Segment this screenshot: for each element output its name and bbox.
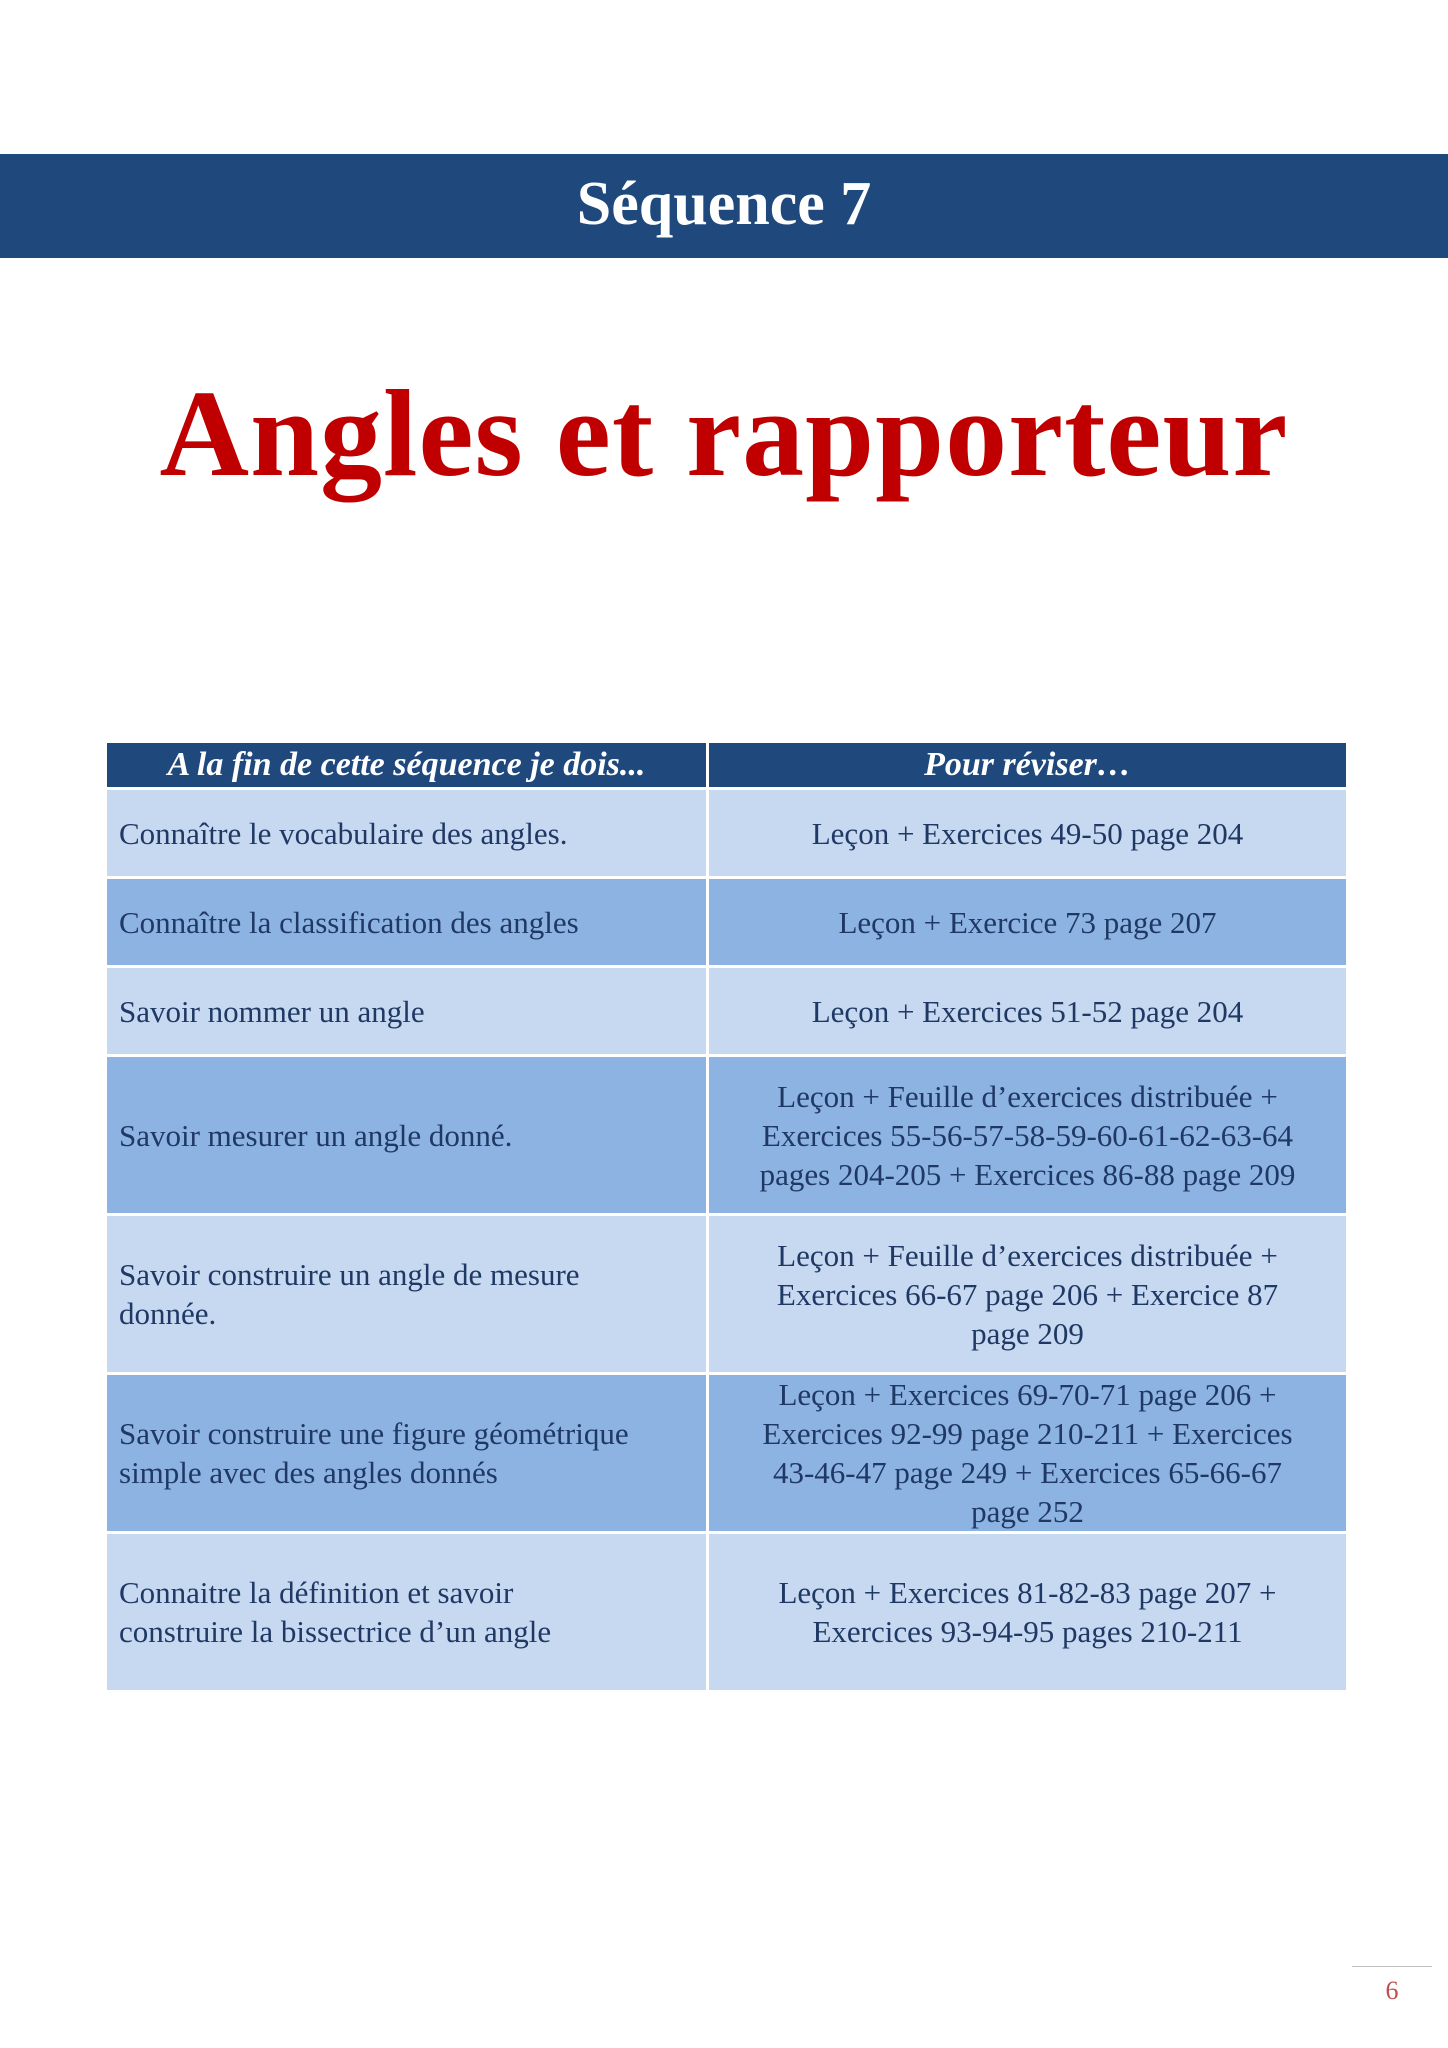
- revise-line: Leçon + Exercice 73 page 207: [838, 904, 1217, 940]
- header-revise: Pour réviser…: [708, 742, 1348, 789]
- table-header-row: [106, 742, 1348, 789]
- table-row: [106, 878, 1348, 967]
- revise-cell: [708, 878, 1348, 967]
- revise-line: page 209: [971, 1315, 1084, 1351]
- revise-line: Exercices 66-67 page 206 + Exercice 87: [776, 1276, 1279, 1312]
- objectives-table: [104, 740, 1349, 1693]
- table-row: [106, 1056, 1348, 1215]
- sequence-banner: [0, 154, 1448, 258]
- table-row: [106, 967, 1348, 1056]
- goal-cell: [106, 1374, 708, 1533]
- goal-line: Connaitre la définition et savoir: [119, 1575, 514, 1610]
- revise-line: Leçon + Exercices 51-52 page 204: [811, 993, 1244, 1029]
- goal-line: construire la bissectrice d’un angle: [119, 1614, 552, 1649]
- goal-line: Savoir nommer un angle: [119, 993, 425, 1029]
- goal-line: Connaître le vocabulaire des angles.: [119, 815, 568, 851]
- revise-cell: [708, 1056, 1348, 1215]
- revise-line: Leçon + Feuille d’exercices distribuée +: [777, 1237, 1278, 1273]
- goal-line: donnée.: [119, 1296, 217, 1331]
- revise-cell: [708, 1533, 1348, 1692]
- page-title: Angles et rapporteur: [159, 365, 1289, 502]
- revise-line: Exercices 55-56-57-58-59-60-61-62-63-64: [761, 1117, 1294, 1153]
- goal-line: Savoir construire une figure géométrique: [119, 1416, 629, 1451]
- table-row: [106, 1215, 1348, 1374]
- header-goals: A la fin de cette séquence je dois...: [106, 742, 708, 789]
- goal-cell: [106, 967, 708, 1056]
- revise-line: Exercices 92-99 page 210-211 + Exercices: [762, 1416, 1293, 1451]
- revise-line: Leçon + Exercices 49-50 page 204: [811, 815, 1244, 851]
- revise-cell: [708, 789, 1348, 878]
- table-row: [106, 789, 1348, 878]
- revise-cell: [708, 1215, 1348, 1374]
- table-row: [106, 1374, 1348, 1533]
- revise-line: 43-46-47 page 249 + Exercices 65-66-67: [772, 1455, 1283, 1490]
- revise-cell: [708, 967, 1348, 1056]
- goal-line: Savoir mesurer un angle donné.: [119, 1117, 513, 1153]
- page-number: 6: [1385, 1976, 1399, 2005]
- revise-line: Leçon + Feuille d’exercices distribuée +: [777, 1078, 1278, 1114]
- revise-line: Leçon + Exercices 69-70-71 page 206 +: [778, 1377, 1277, 1412]
- revise-cell: [708, 1374, 1348, 1533]
- goal-cell: [106, 1533, 708, 1692]
- revise-line: page 252: [971, 1494, 1084, 1529]
- revise-line: Leçon + Exercices 81-82-83 page 207 +: [778, 1575, 1277, 1610]
- sequence-label: Séquence 7: [576, 170, 872, 238]
- revise-line: Exercices 93-94-95 pages 210-211: [812, 1614, 1243, 1649]
- table-row: [106, 1533, 1348, 1692]
- goal-cell: [106, 1056, 708, 1215]
- goal-line: Connaître la classification des angles: [119, 904, 579, 940]
- goal-cell: [106, 789, 708, 878]
- revise-line: pages 204-205 + Exercices 86-88 page 209: [759, 1156, 1296, 1192]
- goal-line: simple avec des angles donnés: [119, 1455, 498, 1490]
- goal-line: Savoir construire un angle de mesure: [119, 1257, 580, 1292]
- goal-cell: [106, 878, 708, 967]
- page-number-rule: [1352, 1966, 1432, 1967]
- goal-cell: [106, 1215, 708, 1374]
